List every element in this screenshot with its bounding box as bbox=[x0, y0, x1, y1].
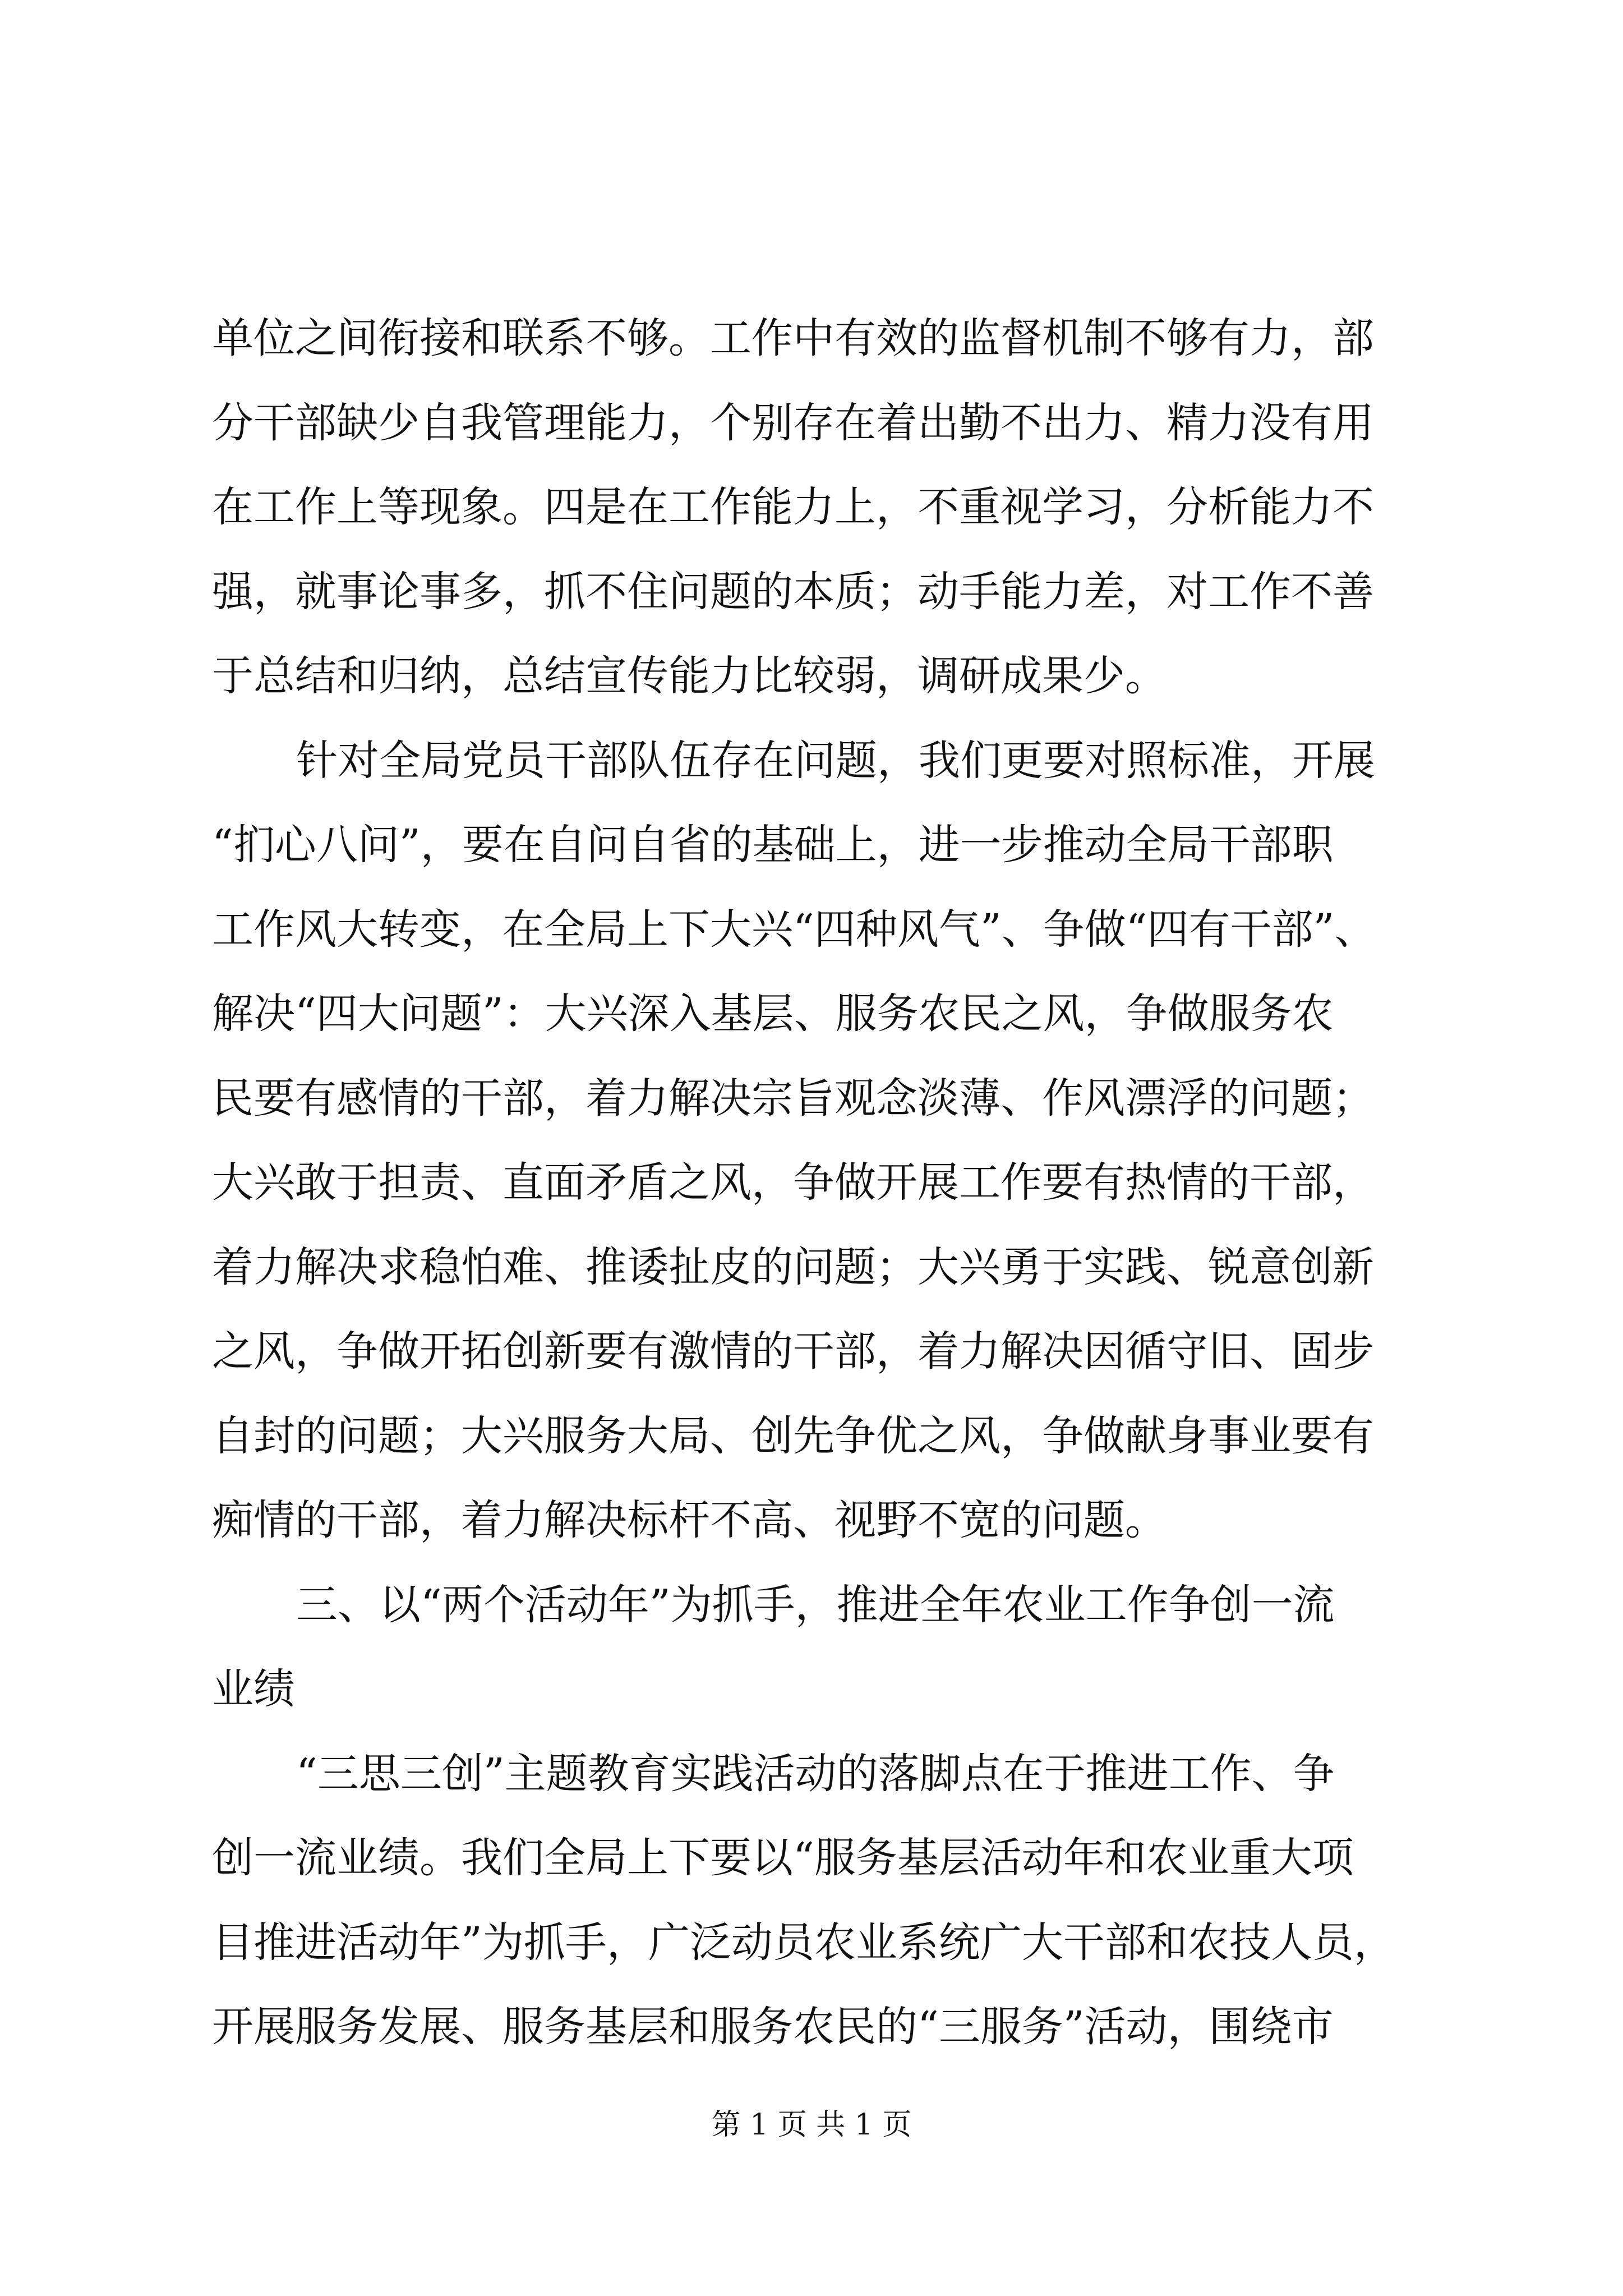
text-line: 大兴敢于担责、直面矛盾之风，争做开展工作要有热情的干部， bbox=[212, 1158, 1374, 1207]
document-body bbox=[212, 296, 1418, 2069]
text-line: 着力解决求稳怕难、推诿扯皮的问题；大兴勇于实践、锐意创新 bbox=[212, 1243, 1374, 1291]
text-line: 业绩 bbox=[212, 1665, 295, 1713]
text-line: 解决“四大问题”：大兴深入基层、服务农民之风，争做服务农 bbox=[212, 990, 1334, 1038]
text-line: 三、以“两个活动年”为抓手，推进全年农业工作争创一流 bbox=[296, 1580, 1335, 1629]
text-line: 在工作上等现象。四是在工作能力上，不重视学习，分析能力不 bbox=[212, 483, 1374, 531]
text-line: 目推进活动年”为抓手，广泛动员农业系统广大干部和农技人员， bbox=[212, 1918, 1395, 1967]
text-line: “三思三创”主题教育实践活动的落脚点在于推进工作、争 bbox=[296, 1749, 1335, 1798]
text-line: 强，就事论事多，抓不住问题的本质；动手能力差，对工作不善 bbox=[212, 567, 1374, 616]
text-line: 痴情的干部，着力解决标杆不高、视野不宽的问题。 bbox=[212, 1496, 1166, 1544]
text-line: 针对全局党员干部队伍存在问题，我们更要对照标准，开展 bbox=[296, 736, 1375, 785]
text-line: 工作风大转变，在全局上下大兴“四种风气”、争做“四有干部”、 bbox=[212, 905, 1376, 954]
text-line: 单位之间衔接和联系不够。工作中有效的监督机制不够有力，部 bbox=[212, 314, 1374, 362]
text-line: 创一流业绩。我们全局上下要以“服务基层活动年和农业重大项 bbox=[212, 1834, 1354, 1882]
page-footer: 第 1 页 共 1 页 bbox=[711, 2108, 912, 2142]
text-line: 民要有感情的干部，着力解决宗旨观念淡薄、作风漂浮的问题； bbox=[212, 1074, 1374, 1122]
text-line: 自封的问题；大兴服务大局、创先争优之风，争做献身事业要有 bbox=[212, 1411, 1374, 1460]
text-line: 之风，争做开拓创新要有激情的干部，着力解决因循守旧、固步 bbox=[212, 1327, 1374, 1375]
text-line: 分干部缺少自我管理能力，个别存在着出勤不出力、精力没有用 bbox=[212, 398, 1374, 447]
text-line: 于总结和归纳，总结宣传能力比较弱，调研成果少。 bbox=[212, 652, 1166, 700]
text-line: “扪心八问”，要在自问自省的基础上，进一步推动全局干部职 bbox=[212, 821, 1334, 869]
text-line: 开展服务发展、服务基层和服务农民的“三服务”活动，围绕市 bbox=[212, 2003, 1334, 2051]
